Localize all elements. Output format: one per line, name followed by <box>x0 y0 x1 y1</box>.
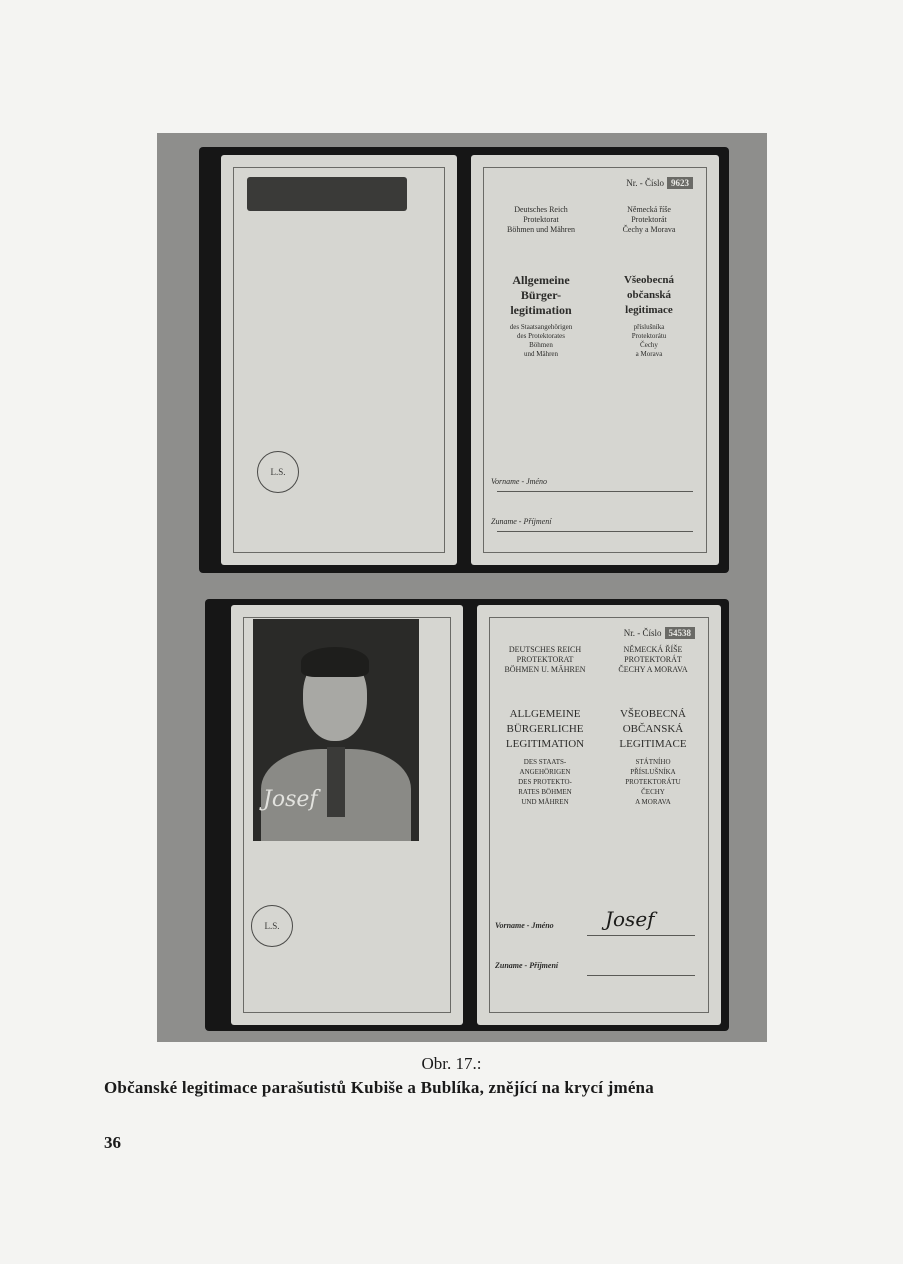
figure-caption: Občanské legitimace parašutistů Kubiše a Bublíka, znějící na krycí jména <box>104 1078 654 1097</box>
title-czech: VŠEOBECNÁ OBČANSKÁ LEGITIMACE <box>619 708 687 750</box>
hair-shape <box>301 647 369 677</box>
id-card-left-page <box>221 155 457 565</box>
rule <box>587 975 695 976</box>
card-number-label: Nr. - Číslo <box>623 628 662 638</box>
subtitle-czech: příslušníka Protektorátu Čechy a Morava <box>631 323 667 358</box>
header-czech: Německá říše Protektorát Čechy a Morava <box>622 205 676 234</box>
card-number-label: Nr. - Číslo <box>626 178 664 188</box>
rule <box>587 935 695 936</box>
subtitle-czech: STÁTNÍHO PŘÍSLUŠNÍKA PROTEKTORÁTU ČECHY A MORAVA <box>625 758 681 806</box>
zuname-label: Zuname - Příjmení <box>495 961 559 970</box>
card-number-value: 9623 <box>667 177 693 189</box>
title-czech: Všeobecná občanská legitimace <box>623 274 675 316</box>
zuname-label: Zuname - Příjmení <box>491 517 552 526</box>
vorname-label: Vorname - Jméno <box>491 477 547 486</box>
page-border <box>489 617 709 1013</box>
vorname-label: Vorname - Jméno <box>495 921 554 930</box>
portrait-photo <box>253 619 419 841</box>
rule <box>497 491 693 492</box>
title-german: Allgemeine Bürger- legitimation <box>510 273 572 317</box>
card-number-value: 54538 <box>665 627 696 639</box>
rule <box>497 531 693 532</box>
vorname-signature: Josef <box>605 907 655 931</box>
id-card-right-page <box>477 605 721 1025</box>
page-border <box>233 167 445 553</box>
id-card-right-page <box>471 155 719 565</box>
header-czech: NĚMECKÁ ŘÍŠE PROTEKTORÁT ČECHY A MORAVA <box>618 645 688 674</box>
id-card-kubis <box>199 147 729 573</box>
page-number: 36 <box>104 1133 121 1152</box>
id-card-left-page <box>231 605 463 1025</box>
tie-shape <box>327 747 345 817</box>
card-number <box>626 177 693 189</box>
header-german: DEUTSCHES REICH PROTEKTORAT BÖHMEN U. MÄHREN <box>504 645 586 674</box>
subtitle-german: des Staatsangehörigen des Protektorates Böhmen und Mähren <box>509 323 573 358</box>
figure-photograph <box>157 133 767 1042</box>
card-number <box>624 627 695 639</box>
id-card-bublik <box>205 599 729 1031</box>
subtitle-german: DES STAATS- ANGEHÖRIGEN DES PROTEKTO- RATES BÖHMEN UND MÄHREN <box>518 758 572 806</box>
photo-signature: Josef <box>263 787 318 812</box>
official-stamp: L.S. <box>251 905 293 947</box>
removed-photo-area <box>247 177 407 211</box>
official-stamp: L.S. <box>257 451 299 493</box>
header-german: Deutsches Reich Protektorat Böhmen und Mähren <box>507 205 575 234</box>
title-german: ALLGEMEINE BÜRGERLICHE LEGITIMATION <box>505 708 585 750</box>
figure-label: Obr. 17.: <box>421 1054 482 1073</box>
